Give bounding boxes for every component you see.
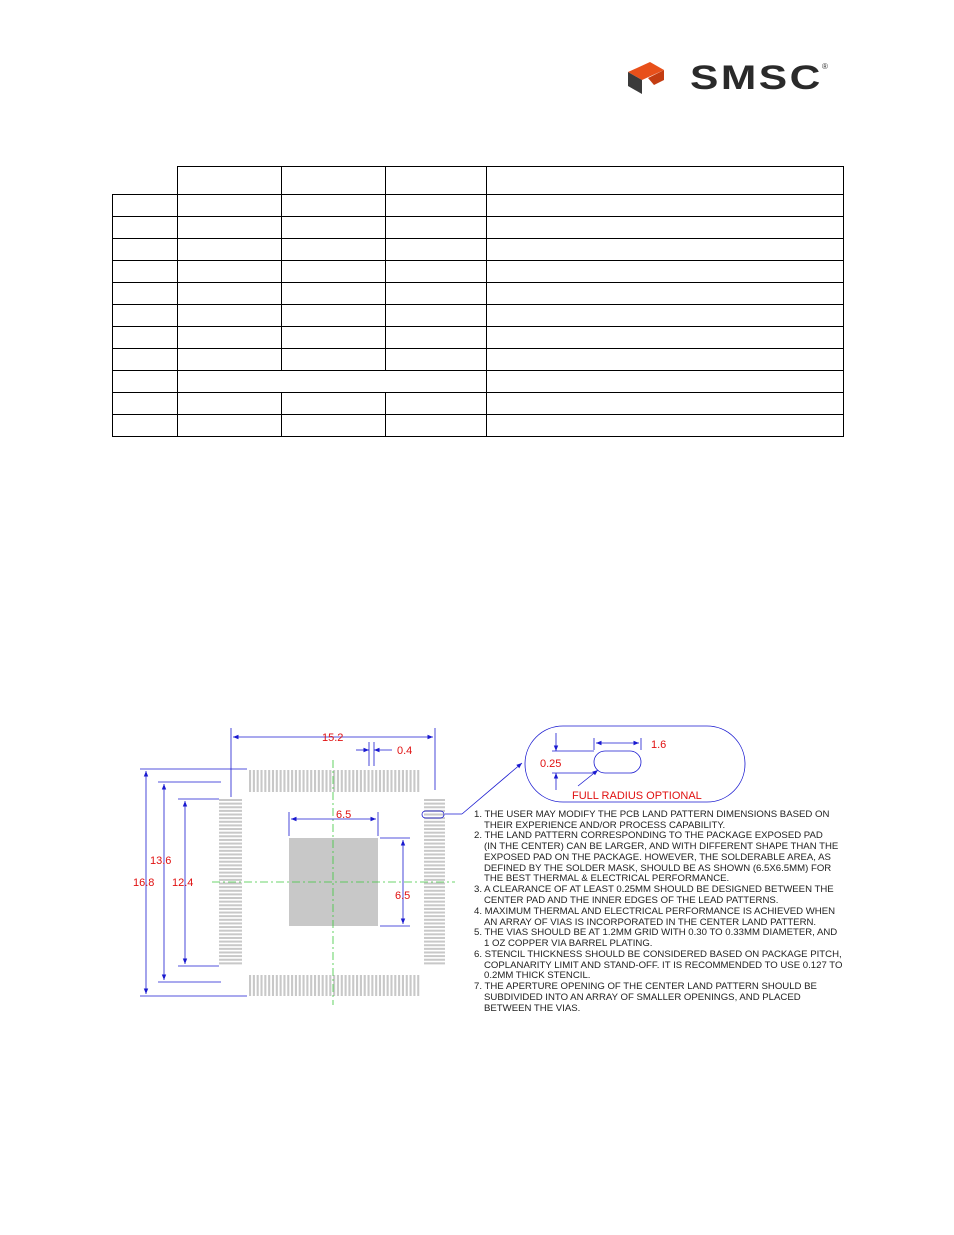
lead-pad xyxy=(306,975,308,996)
lead-pad xyxy=(424,919,445,921)
lead-pad xyxy=(424,868,445,870)
lead-pad xyxy=(424,926,445,928)
lead-pad xyxy=(219,937,242,939)
dim-height-mid: 13.6 xyxy=(150,855,172,867)
lead-pad xyxy=(318,770,320,792)
lead-pad xyxy=(219,890,242,892)
note-line: THEIR EXPERIENCE AND/OR PROCESS CAPABILITY. xyxy=(484,820,726,831)
lead-pad xyxy=(417,975,419,996)
lead-pad xyxy=(264,770,266,792)
lead-pad xyxy=(219,886,242,888)
lead-pad xyxy=(424,806,445,808)
lead-pad xyxy=(219,832,242,834)
note-line: THE BEST THERMAL & ELECTRICAL PERFORMANCE. xyxy=(484,873,730,884)
lead-pad xyxy=(402,770,404,792)
lead-pad xyxy=(424,941,445,943)
lead-pad xyxy=(424,937,445,939)
lead-pad xyxy=(219,806,242,808)
lead-pad xyxy=(337,770,339,792)
lead-pad xyxy=(219,843,242,845)
lead-pad xyxy=(406,975,408,996)
lead-pad xyxy=(390,975,392,996)
lead-pad xyxy=(410,975,412,996)
lead-pad xyxy=(345,975,347,996)
lead-pad xyxy=(295,975,297,996)
lead-pad xyxy=(219,872,242,874)
lead-pad xyxy=(325,975,327,996)
lead-pad xyxy=(424,843,445,845)
lead-pad xyxy=(314,770,316,792)
lead-pad xyxy=(325,770,327,792)
lead-pad xyxy=(424,959,445,961)
lead-pad xyxy=(219,817,242,819)
lead-pad xyxy=(424,930,445,932)
lead-pad xyxy=(375,770,377,792)
lead-pad xyxy=(379,770,381,792)
lead-pad xyxy=(345,770,347,792)
lead-pad xyxy=(219,904,242,906)
lead-pad xyxy=(329,770,331,792)
note-line: COPLANARITY LIMIT AND STAND-OFF. IT IS RECOMMENDED TO USE 0.127 TO xyxy=(484,960,843,971)
lead-pad xyxy=(283,975,285,996)
lead-pad xyxy=(424,922,445,924)
lead-pad xyxy=(341,770,343,792)
lead-pad xyxy=(219,951,242,953)
lead-pad xyxy=(272,975,274,996)
lead-pad xyxy=(367,770,369,792)
lead-pad xyxy=(219,810,242,812)
dim-height-outer: 16.8 xyxy=(133,877,155,889)
top-lead-row xyxy=(249,770,419,792)
lead-pad xyxy=(360,770,362,792)
lead-pad xyxy=(356,770,358,792)
lead-pad xyxy=(257,770,259,792)
lead-pad xyxy=(260,975,262,996)
lead-pad xyxy=(424,890,445,892)
lead-pad xyxy=(219,864,242,866)
lead-pad xyxy=(219,814,242,816)
lead-pad xyxy=(424,875,445,877)
center-exposed-pad xyxy=(289,838,378,926)
dim-lead-length: 1.6 xyxy=(651,739,667,751)
lead-pad xyxy=(303,770,305,792)
lead-pad xyxy=(424,861,445,863)
note-line: 0.2MM THICK STENCIL. xyxy=(484,970,591,981)
lead-pad xyxy=(379,975,381,996)
lead-pad xyxy=(264,975,266,996)
lead-pad xyxy=(253,975,255,996)
dim-pad-height: 6.5 xyxy=(395,890,411,902)
note-line: 5. THE VIAS SHOULD BE AT 1.2MM GRID WITH 0.30 TO 0.33MM DIAMETER, AND xyxy=(474,927,838,938)
lead-pad xyxy=(394,770,396,792)
note-line: BETWEEN THE VIAS. xyxy=(484,1003,581,1014)
lead-pad xyxy=(219,875,242,877)
lead-pad xyxy=(424,948,445,950)
lead-pad xyxy=(299,975,301,996)
lead-pad xyxy=(272,770,274,792)
lead-pad xyxy=(364,770,366,792)
lead-pad xyxy=(219,879,242,881)
lead-pad xyxy=(318,975,320,996)
lead-pad xyxy=(276,770,278,792)
lead-pad xyxy=(219,933,242,935)
lead-pad xyxy=(424,901,445,903)
lead-pad xyxy=(424,904,445,906)
lead-pad xyxy=(424,814,445,816)
lead-pad xyxy=(333,770,335,792)
lead-pad xyxy=(303,975,305,996)
lead-pad xyxy=(424,853,445,855)
lead-pad xyxy=(383,975,385,996)
lead-pad xyxy=(424,839,445,841)
lead-pad xyxy=(329,975,331,996)
lead-pad xyxy=(249,770,251,792)
lead-pad xyxy=(291,770,293,792)
lead-pad xyxy=(249,975,251,996)
lead-pad xyxy=(283,770,285,792)
dim-height-inner: 12.4 xyxy=(172,877,194,889)
lead-pad xyxy=(424,912,445,914)
lead-pad xyxy=(219,799,242,801)
lead-pad xyxy=(424,828,445,830)
dim-width-outer: 15.2 xyxy=(322,732,344,744)
lead-pad xyxy=(424,908,445,910)
lead-pad xyxy=(364,975,366,996)
lead-pad xyxy=(280,975,282,996)
lead-pad xyxy=(424,832,445,834)
lead-pad xyxy=(424,803,445,805)
lead-pad xyxy=(219,821,242,823)
note-line: 1 OZ COPPER VIA BARREL PLATING. xyxy=(484,938,653,949)
lead-pad xyxy=(219,861,242,863)
lead-pad xyxy=(398,770,400,792)
lead-pad xyxy=(387,770,389,792)
lead-pad xyxy=(424,850,445,852)
lead-pad xyxy=(371,975,373,996)
logo-registered-mark: ® xyxy=(822,62,828,71)
lead-pad xyxy=(424,799,445,801)
lead-pad xyxy=(287,770,289,792)
lead-pad xyxy=(348,770,350,792)
dim-pad-width: 6.5 xyxy=(336,809,352,821)
dim-pitch: 0.4 xyxy=(397,745,413,757)
lead-pad xyxy=(219,959,242,961)
lead-pad xyxy=(219,883,242,885)
lead-pad xyxy=(424,955,445,957)
lead-pad xyxy=(268,770,270,792)
lead-pad xyxy=(260,770,262,792)
lead-pad xyxy=(219,901,242,903)
note-line: EXPOSED PAD ON THE PACKAGE. HOWEVER, THE SOLDERABLE AREA, AS xyxy=(484,852,831,863)
lead-pad xyxy=(352,975,354,996)
note-line: CENTER PAD AND THE INNER EDGES OF THE LEAD PATTERNS. xyxy=(484,895,779,906)
lead-pad xyxy=(410,770,412,792)
lead-pad xyxy=(394,975,396,996)
note-line: 6. STENCIL THICKNESS SHOULD BE CONSIDERED BASED ON PACKAGE PITCH, xyxy=(474,949,842,960)
lead-pad xyxy=(424,835,445,837)
lead-pad xyxy=(219,846,242,848)
lead-pad xyxy=(348,975,350,996)
note-line: 7. THE APERTURE OPENING OF THE CENTER LAND PATTERN SHOULD BE xyxy=(474,981,817,992)
lead-pad xyxy=(352,770,354,792)
lead-pad xyxy=(356,975,358,996)
lead-pad xyxy=(276,975,278,996)
lead-pad xyxy=(219,926,242,928)
lead-pad xyxy=(219,857,242,859)
lead-pad xyxy=(219,850,242,852)
note-line: 1. THE USER MAY MODIFY THE PCB LAND PATTERN DIMENSIONS BASED ON xyxy=(474,809,830,820)
note-line: 2. THE LAND PATTERN CORRESPONDING TO THE PACKAGE EXPOSED PAD xyxy=(474,830,823,841)
lead-pad xyxy=(280,770,282,792)
lead-pad xyxy=(219,919,242,921)
lead-pad xyxy=(219,828,242,830)
lead-pad xyxy=(219,803,242,805)
lead-pad xyxy=(287,975,289,996)
lead-pad xyxy=(424,962,445,964)
lead-pad xyxy=(424,915,445,917)
lead-pad xyxy=(333,975,335,996)
lead-pad xyxy=(295,770,297,792)
lead-pad xyxy=(219,824,242,826)
lead-pad xyxy=(424,944,445,946)
lead-pad xyxy=(424,886,445,888)
lead-pad xyxy=(253,770,255,792)
lead-pad xyxy=(219,897,242,899)
lead-pad xyxy=(337,975,339,996)
lead-pad xyxy=(424,821,445,823)
lead-pad xyxy=(424,846,445,848)
lead-pad xyxy=(219,835,242,837)
lead-pad xyxy=(424,879,445,881)
lead-pad xyxy=(219,853,242,855)
note-line: 3. A CLEARANCE OF AT LEAST 0.25MM SHOULD BE DESIGNED BETWEEN THE xyxy=(474,884,834,895)
lead-pad xyxy=(219,944,242,946)
lead-pad xyxy=(424,824,445,826)
drawing-notes xyxy=(474,809,842,1014)
lead-pad xyxy=(402,975,404,996)
lead-pad xyxy=(424,893,445,895)
lead-pad xyxy=(375,975,377,996)
note-line: 4. MAXIMUM THERMAL AND ELECTRICAL PERFORMANCE IS ACHIEVED WHEN xyxy=(474,906,836,917)
lead-pad xyxy=(417,770,419,792)
full-radius-note: FULL RADIUS OPTIONAL xyxy=(572,790,702,802)
bottom-lead-row xyxy=(249,975,419,996)
lead-pad xyxy=(219,930,242,932)
lead-pad xyxy=(219,893,242,895)
note-line: (IN THE CENTER) CAN BE LARGER, AND WITH DIFFERENT SHAPE THAN THE xyxy=(484,841,839,852)
lead-pad xyxy=(398,975,400,996)
lead-pad xyxy=(219,922,242,924)
lead-pad xyxy=(406,770,408,792)
dim-lead-width: 0.25 xyxy=(540,758,562,770)
lead-pad xyxy=(424,897,445,899)
lead-pad xyxy=(390,770,392,792)
lead-pad xyxy=(424,864,445,866)
note-line: DEFINED BY THE SOLDER MASK, SHOULD BE AS SHOWN (6.5X6.5MM) FOR xyxy=(484,863,832,874)
lead-pad xyxy=(314,975,316,996)
lead-pad xyxy=(310,770,312,792)
lead-pad xyxy=(424,872,445,874)
lead-pad xyxy=(424,951,445,953)
lead-pad xyxy=(383,770,385,792)
lead-pad xyxy=(268,975,270,996)
lead-pad xyxy=(219,908,242,910)
lead-pad xyxy=(219,941,242,943)
lead-pad xyxy=(360,975,362,996)
logo-text: SMSC xyxy=(690,59,823,97)
lead-pad xyxy=(291,975,293,996)
lead-pad xyxy=(299,770,301,792)
lead-pad xyxy=(310,975,312,996)
lead-pad xyxy=(341,975,343,996)
note-line: SUBDIVIDED INTO AN ARRAY OF SMALLER OPENINGS, AND PLACED xyxy=(484,992,801,1003)
lead-pad xyxy=(219,912,242,914)
lead-pad xyxy=(219,915,242,917)
lead-pad xyxy=(322,770,324,792)
lead-pad xyxy=(371,770,373,792)
lead-pad xyxy=(424,933,445,935)
note-line: AN ARRAY OF VIAS IS INCORPORATED IN THE CENTER LAND PATTERN. xyxy=(484,917,817,928)
lead-pad xyxy=(424,857,445,859)
lead-pad xyxy=(219,955,242,957)
lead-pad xyxy=(219,948,242,950)
lead-pad xyxy=(424,883,445,885)
lead-pad xyxy=(367,975,369,996)
lead-pad xyxy=(219,839,242,841)
lead-pad xyxy=(257,975,259,996)
lead-pad xyxy=(219,868,242,870)
lead-pad xyxy=(413,975,415,996)
lead-pad xyxy=(413,770,415,792)
lead-pad xyxy=(322,975,324,996)
lead-pad xyxy=(387,975,389,996)
lead-pad xyxy=(306,770,308,792)
lead-pad xyxy=(219,962,242,964)
